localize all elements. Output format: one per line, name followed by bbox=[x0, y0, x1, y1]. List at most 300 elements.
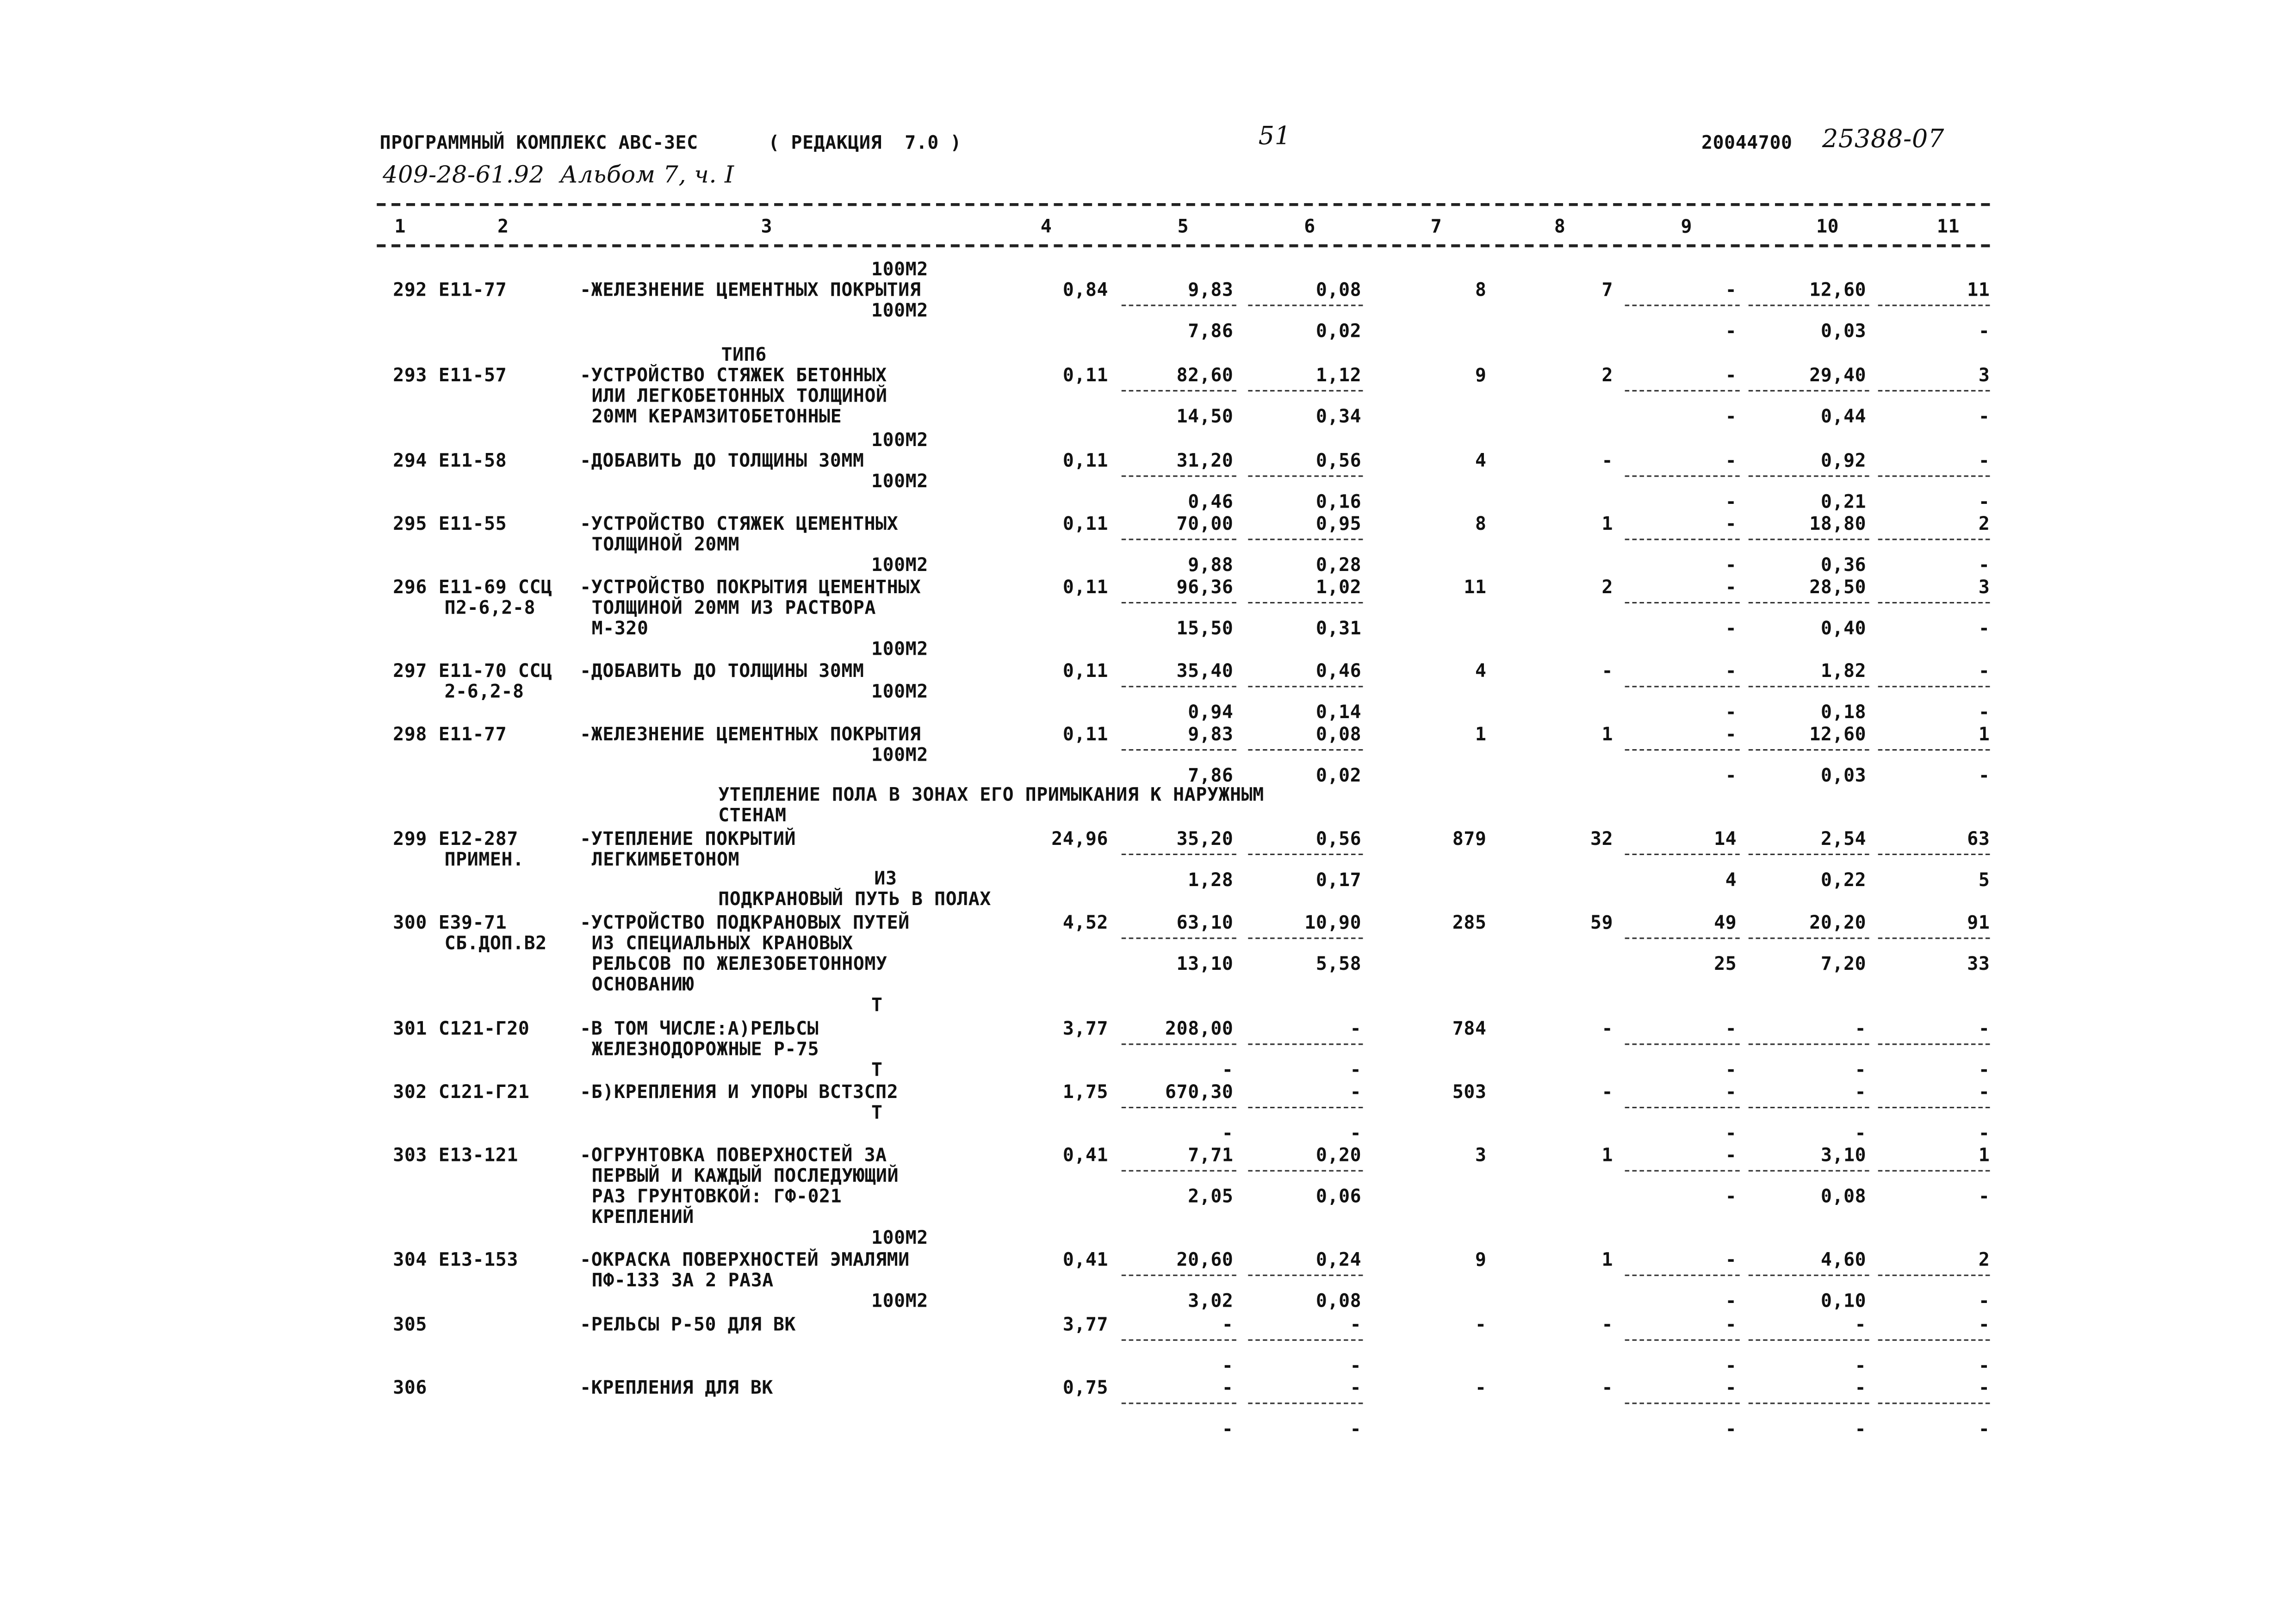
column-header-3: 3 bbox=[761, 215, 773, 237]
cell-unit-cost-sub: 7,86 bbox=[1188, 319, 1234, 341]
cell-wages: 1,12 bbox=[1316, 363, 1362, 386]
row-number: 301 bbox=[393, 1017, 428, 1039]
cell-wages-sub: 0,28 bbox=[1316, 553, 1362, 576]
sub-rule-9 bbox=[1625, 854, 1740, 855]
cell-labour: 12,60 bbox=[1809, 278, 1867, 300]
cell-wages-sub: - bbox=[1350, 1354, 1362, 1377]
cell-wages: 0,56 bbox=[1316, 449, 1362, 471]
row-description: ПЕРВЫЙ И КАЖДЫЙ ПОСЛЕДУЮЩИЙ bbox=[591, 1164, 899, 1186]
cell-total-cost: 784 bbox=[1452, 1017, 1487, 1039]
unit-label: 100М2 bbox=[871, 1226, 928, 1248]
sub-rule-5 bbox=[1122, 1107, 1236, 1108]
sub-rule-10 bbox=[1749, 1107, 1869, 1108]
cell-labour: 29,40 bbox=[1809, 363, 1867, 386]
cell-labour-sub: 0,40 bbox=[1820, 616, 1867, 639]
cell-labour-sub: 0,21 bbox=[1820, 490, 1867, 512]
row-description: 20ММ КЕРАМЗИТОБЕТОННЫЕ bbox=[591, 404, 842, 427]
sub-rule-6 bbox=[1248, 539, 1363, 540]
unit-label: 100М2 bbox=[871, 743, 928, 766]
cell-unit-cost: 670,30 bbox=[1165, 1080, 1234, 1103]
column-header-8: 8 bbox=[1554, 215, 1566, 237]
program-title: ПРОГРАММНЫЙ КОМПЛЕКС АВС-3ЕС bbox=[379, 131, 698, 153]
unit-label: 100М2 bbox=[871, 553, 928, 576]
header-rule-bottom bbox=[377, 244, 1990, 247]
cell-machines-sub: - bbox=[1725, 616, 1737, 639]
unit-label-above: ТИП6 bbox=[721, 343, 767, 365]
row-description: ИЗ СПЕЦИАЛЬНЫХ КРАНОВЫХ bbox=[591, 931, 853, 954]
sub-rule-5 bbox=[1122, 1340, 1236, 1341]
cell-wages: 0,95 bbox=[1316, 512, 1362, 534]
cell-labour-total: 11 bbox=[1967, 278, 1990, 300]
cell-unit-cost: 35,40 bbox=[1176, 659, 1234, 682]
unit-label: 100М2 bbox=[871, 469, 928, 492]
sub-rule-10 bbox=[1749, 1043, 1869, 1045]
cell-labour-total-sub: - bbox=[1978, 763, 1990, 786]
cell-wages: 0,08 bbox=[1316, 722, 1362, 745]
row-description: М-320 bbox=[591, 616, 649, 639]
cell-total-wages: 2 bbox=[1601, 575, 1613, 598]
row-code: Е11-77 bbox=[438, 278, 507, 300]
row-description: -РЕЛЬСЫ Р-50 ДЛЯ ВК bbox=[580, 1313, 796, 1335]
row-number: 299 bbox=[393, 827, 428, 850]
cell-unit-cost-sub: 9,88 bbox=[1188, 553, 1234, 576]
cell-total-wages: - bbox=[1601, 1080, 1613, 1103]
cell-labour-sub: 0,44 bbox=[1820, 404, 1867, 427]
cell-labour-total-sub: - bbox=[1978, 1185, 1990, 1207]
cell-labour-total-sub: - bbox=[1978, 701, 1990, 723]
sub-rule-10 bbox=[1749, 937, 1869, 939]
sub-rule-5 bbox=[1122, 1170, 1236, 1172]
cell-labour-sub: 0,18 bbox=[1820, 701, 1867, 723]
row-description: ПФ-133 ЗА 2 РАЗА bbox=[591, 1268, 774, 1291]
cell-unit-cost-sub: 2,05 bbox=[1188, 1185, 1234, 1207]
row-description: -ОГРУНТОВКА ПОВЕРХНОСТЕЙ ЗА bbox=[580, 1143, 887, 1166]
cell-machines: - bbox=[1725, 1248, 1737, 1271]
cell-unit-cost: 70,00 bbox=[1176, 512, 1234, 534]
sub-rule-11 bbox=[1878, 1107, 1990, 1108]
cell-unit-cost-sub: 3,02 bbox=[1188, 1289, 1234, 1312]
cell-labour-total-sub: - bbox=[1978, 490, 1990, 512]
row-description: -ЖЕЛЕЗНЕНИЕ ЦЕМЕНТНЫХ ПОКРЫТИЯ bbox=[580, 278, 921, 300]
row-description: -УСТРОЙСТВО СТЯЖЕК БЕТОННЫХ bbox=[580, 363, 887, 386]
cell-labour: 2,54 bbox=[1820, 827, 1867, 850]
row-code: Е11-55 bbox=[438, 512, 507, 534]
cell-quantity: 4,52 bbox=[1062, 911, 1109, 933]
row-number: 306 bbox=[393, 1376, 428, 1398]
cell-total-cost: 9 bbox=[1475, 363, 1487, 386]
cell-labour-sub: 0,36 bbox=[1820, 553, 1867, 576]
sub-rule-10 bbox=[1749, 602, 1869, 603]
cell-labour: 12,60 bbox=[1809, 722, 1867, 745]
sub-rule-6 bbox=[1248, 390, 1363, 391]
sub-rule-10 bbox=[1749, 749, 1869, 751]
cell-total-cost: - bbox=[1475, 1313, 1487, 1335]
row-number: 304 bbox=[393, 1248, 428, 1271]
cell-wages-sub: 0,34 bbox=[1316, 404, 1362, 427]
cell-quantity: 24,96 bbox=[1051, 827, 1109, 850]
cell-labour-sub: 0,03 bbox=[1820, 763, 1867, 786]
cell-quantity: 0,75 bbox=[1062, 1376, 1109, 1398]
row-number: 297 bbox=[393, 659, 428, 682]
cell-wages-sub: 0,16 bbox=[1316, 490, 1362, 512]
row-description: ТОЛЩИНОЙ 20ММ ИЗ РАСТВОРА bbox=[591, 596, 876, 618]
cell-machines: 14 bbox=[1714, 827, 1737, 850]
cell-wages-sub: 0,02 bbox=[1316, 319, 1362, 341]
cell-wages: - bbox=[1350, 1313, 1362, 1335]
row-number: 305 bbox=[393, 1313, 428, 1335]
sub-rule-10 bbox=[1749, 304, 1869, 306]
cell-total-wages: 1 bbox=[1601, 1248, 1613, 1271]
sub-rule-5 bbox=[1122, 749, 1236, 751]
column-header-2: 2 bbox=[497, 215, 509, 237]
cell-wages: - bbox=[1350, 1376, 1362, 1398]
edition-label: ( РЕДАКЦИЯ 7.0 ) bbox=[768, 131, 962, 153]
row-description: -УСТРОЙСТВО СТЯЖЕК ЦЕМЕНТНЫХ bbox=[580, 512, 899, 534]
cell-labour-total: - bbox=[1978, 1376, 1990, 1398]
row-description: -ОКРАСКА ПОВЕРХНОСТЕЙ ЭМАЛЯМИ bbox=[580, 1248, 910, 1271]
cell-unit-cost: 9,83 bbox=[1188, 278, 1234, 300]
cell-labour: 1,82 bbox=[1820, 659, 1867, 682]
sub-rule-9 bbox=[1625, 390, 1740, 391]
cell-machines: - bbox=[1725, 1313, 1737, 1335]
cell-unit-cost-sub: 15,50 bbox=[1176, 616, 1234, 639]
sub-rule-5 bbox=[1122, 686, 1236, 687]
cell-labour-total: - bbox=[1978, 1313, 1990, 1335]
row-description: -ЖЕЛЕЗНЕНИЕ ЦЕМЕНТНЫХ ПОКРЫТИЯ bbox=[580, 722, 921, 745]
cell-unit-cost-sub: - bbox=[1222, 1121, 1234, 1144]
cell-machines: - bbox=[1725, 278, 1737, 300]
cell-unit-cost: 82,60 bbox=[1176, 363, 1234, 386]
cell-quantity: 0,11 bbox=[1062, 363, 1109, 386]
cell-machines-sub: - bbox=[1725, 1121, 1737, 1144]
cell-labour-total: 1 bbox=[1978, 1143, 1990, 1166]
sub-rule-11 bbox=[1878, 854, 1990, 855]
sub-rule-6 bbox=[1248, 602, 1363, 603]
cell-machines-sub: - bbox=[1725, 553, 1737, 576]
cell-labour-total-sub: - bbox=[1978, 616, 1990, 639]
row-code: Е13-121 bbox=[438, 1143, 518, 1166]
row-description: КРЕПЛЕНИЙ bbox=[591, 1205, 694, 1228]
cell-machines-sub: - bbox=[1725, 404, 1737, 427]
column-header-7: 7 bbox=[1430, 215, 1442, 237]
sub-rule-5 bbox=[1122, 1402, 1236, 1404]
page-number: 51 bbox=[1258, 122, 1291, 152]
cell-labour-sub: 0,22 bbox=[1820, 868, 1867, 891]
sub-rule-11 bbox=[1878, 1402, 1990, 1404]
row-code: Е12-287 bbox=[438, 827, 518, 850]
cell-unit-cost-sub: - bbox=[1222, 1417, 1234, 1439]
sub-rule-5 bbox=[1122, 390, 1236, 391]
cell-machines: - bbox=[1725, 1080, 1737, 1103]
cell-unit-cost-sub: 0,94 bbox=[1188, 701, 1234, 723]
row-number: 298 bbox=[393, 722, 428, 745]
cell-labour: 0,92 bbox=[1820, 449, 1867, 471]
row-description: -Б)КРЕПЛЕНИЯ И УПОРЫ ВСТ3СП2 bbox=[580, 1080, 899, 1103]
sub-rule-10 bbox=[1749, 1402, 1869, 1404]
cell-quantity: 0,11 bbox=[1062, 512, 1109, 534]
cell-wages: 0,24 bbox=[1316, 1248, 1362, 1271]
cell-quantity: 1,75 bbox=[1062, 1080, 1109, 1103]
cell-unit-cost-sub: 7,86 bbox=[1188, 763, 1234, 786]
cell-quantity: 0,11 bbox=[1062, 659, 1109, 682]
cell-labour-sub: - bbox=[1855, 1354, 1867, 1377]
sub-rule-6 bbox=[1248, 1402, 1363, 1404]
row-code: Е11-70 ССЦ bbox=[438, 659, 552, 682]
sub-rule-11 bbox=[1878, 749, 1990, 751]
cell-machines-sub: - bbox=[1725, 1354, 1737, 1377]
cell-labour-total-sub: 5 bbox=[1978, 868, 1990, 891]
cell-total-cost: 4 bbox=[1475, 449, 1487, 471]
cell-wages-sub: 5,58 bbox=[1316, 952, 1362, 974]
row-code: Е11-57 bbox=[438, 363, 507, 386]
cell-quantity: 3,77 bbox=[1062, 1017, 1109, 1039]
cell-unit-cost: 7,71 bbox=[1188, 1143, 1234, 1166]
cell-quantity: 0,11 bbox=[1062, 575, 1109, 598]
cell-labour-total: 63 bbox=[1967, 827, 1990, 850]
row-number: 303 bbox=[393, 1143, 428, 1166]
row-number: 293 bbox=[393, 363, 428, 386]
cell-total-cost: 1 bbox=[1475, 722, 1487, 745]
sub-rule-6 bbox=[1248, 1107, 1363, 1108]
cell-wages: 0,56 bbox=[1316, 827, 1362, 850]
cell-machines: - bbox=[1725, 1017, 1737, 1039]
sub-rule-11 bbox=[1878, 475, 1990, 477]
column-header-4: 4 bbox=[1040, 215, 1052, 237]
cell-labour-sub: 7,20 bbox=[1820, 952, 1867, 974]
sub-rule-11 bbox=[1878, 1043, 1990, 1045]
column-header-5: 5 bbox=[1177, 215, 1189, 237]
cell-machines: - bbox=[1725, 1143, 1737, 1166]
column-header-11: 11 bbox=[1936, 215, 1960, 237]
cell-total-wages: - bbox=[1601, 1017, 1613, 1039]
album-reference: 409-28-61.92 Альбом 7, ч. I bbox=[383, 160, 734, 189]
cell-labour-sub: - bbox=[1855, 1058, 1867, 1080]
cell-wages-sub: - bbox=[1350, 1058, 1362, 1080]
row-description: ЖЕЛЕЗНОДОРОЖНЫЕ Р-75 bbox=[591, 1037, 819, 1060]
row-code: Е11-77 bbox=[438, 722, 507, 745]
cell-unit-cost: 31,20 bbox=[1176, 449, 1234, 471]
cell-labour-total: - bbox=[1978, 659, 1990, 682]
cell-quantity: 0,11 bbox=[1062, 449, 1109, 471]
sub-rule-11 bbox=[1878, 1340, 1990, 1341]
sub-rule-6 bbox=[1248, 937, 1363, 939]
cell-quantity: 0,11 bbox=[1062, 722, 1109, 745]
sub-rule-6 bbox=[1248, 1043, 1363, 1045]
cell-total-wages: - bbox=[1601, 1313, 1613, 1335]
cell-labour-total: 2 bbox=[1978, 512, 1990, 534]
cell-wages-sub: 0,06 bbox=[1316, 1185, 1362, 1207]
unit-label: 100М2 bbox=[871, 1289, 928, 1312]
cell-total-wages: 1 bbox=[1601, 1143, 1613, 1166]
sub-rule-6 bbox=[1248, 475, 1363, 477]
cell-wages: 0,08 bbox=[1316, 278, 1362, 300]
sub-rule-11 bbox=[1878, 304, 1990, 306]
row-description: РАЗ ГРУНТОВКОЙ: ГФ-021 bbox=[591, 1185, 842, 1207]
sub-rule-6 bbox=[1248, 1340, 1363, 1341]
sub-rule-9 bbox=[1625, 1275, 1740, 1276]
row-description: -УТЕПЛЕНИЕ ПОКРЫТИЙ bbox=[580, 827, 796, 850]
cell-machines-sub: - bbox=[1725, 701, 1737, 723]
sub-rule-5 bbox=[1122, 854, 1236, 855]
row-number: 294 bbox=[393, 449, 428, 471]
cell-machines: 49 bbox=[1714, 911, 1737, 933]
sub-rule-10 bbox=[1749, 1340, 1869, 1341]
sub-rule-10 bbox=[1749, 390, 1869, 391]
sub-rule-9 bbox=[1625, 602, 1740, 603]
unit-label-above: 100М2 bbox=[871, 257, 928, 280]
cell-wages-sub: - bbox=[1350, 1121, 1362, 1144]
cell-labour-sub: 0,10 bbox=[1820, 1289, 1867, 1312]
sub-rule-5 bbox=[1122, 475, 1236, 477]
row-description: ТОЛЩИНОЙ 20ММ bbox=[591, 533, 740, 555]
cell-wages-sub: - bbox=[1350, 1417, 1362, 1439]
cell-machines-sub: 4 bbox=[1725, 868, 1737, 891]
row-code: Е11-58 bbox=[438, 449, 507, 471]
sub-rule-5 bbox=[1122, 937, 1236, 939]
cell-wages: 1,02 bbox=[1316, 575, 1362, 598]
cell-labour: 20,20 bbox=[1809, 911, 1867, 933]
cell-quantity: 0,41 bbox=[1062, 1143, 1109, 1166]
cell-unit-cost: 35,20 bbox=[1176, 827, 1234, 850]
cell-unit-cost-sub: 0,46 bbox=[1188, 490, 1234, 512]
cell-wages-sub: 0,02 bbox=[1316, 763, 1362, 786]
cell-labour-total-sub: - bbox=[1978, 1417, 1990, 1439]
cell-labour-total-sub: - bbox=[1978, 404, 1990, 427]
row-number: 292 bbox=[393, 278, 428, 300]
sub-rule-6 bbox=[1248, 749, 1363, 751]
sub-rule-10 bbox=[1749, 686, 1869, 687]
cell-unit-cost: 9,83 bbox=[1188, 722, 1234, 745]
sub-rule-9 bbox=[1625, 1340, 1740, 1341]
unit-label: Т bbox=[871, 1101, 883, 1123]
sub-rule-11 bbox=[1878, 1170, 1990, 1172]
sub-rule-6 bbox=[1248, 304, 1363, 306]
cell-wages: 0,20 bbox=[1316, 1143, 1362, 1166]
sub-rule-5 bbox=[1122, 1043, 1236, 1045]
sub-rule-9 bbox=[1625, 475, 1740, 477]
cell-wages: 0,46 bbox=[1316, 659, 1362, 682]
cell-total-cost: 9 bbox=[1475, 1248, 1487, 1271]
sub-rule-10 bbox=[1749, 854, 1869, 855]
cell-labour-total-sub: - bbox=[1978, 1289, 1990, 1312]
sub-rule-9 bbox=[1625, 937, 1740, 939]
sub-rule-10 bbox=[1749, 1275, 1869, 1276]
sub-rule-10 bbox=[1749, 475, 1869, 477]
row-code: П2-6,2-8 bbox=[444, 596, 536, 618]
row-description: -КРЕПЛЕНИЯ ДЛЯ ВК bbox=[580, 1376, 774, 1398]
cell-wages: - bbox=[1350, 1080, 1362, 1103]
cell-machines-sub: - bbox=[1725, 1058, 1737, 1080]
cell-machines: - bbox=[1725, 449, 1737, 471]
cell-labour-total-sub: - bbox=[1978, 1121, 1990, 1144]
cell-labour-sub: 0,03 bbox=[1820, 319, 1867, 341]
cell-unit-cost-sub: 13,10 bbox=[1176, 952, 1234, 974]
cell-machines-sub: - bbox=[1725, 1185, 1737, 1207]
cell-labour: 28,50 bbox=[1809, 575, 1867, 598]
unit-label: Т bbox=[871, 993, 883, 1016]
cell-total-cost: 503 bbox=[1452, 1080, 1487, 1103]
cell-labour-total: - bbox=[1978, 1080, 1990, 1103]
sub-rule-11 bbox=[1878, 686, 1990, 687]
cell-labour-total: 91 bbox=[1967, 911, 1990, 933]
cell-machines: - bbox=[1725, 575, 1737, 598]
cell-labour-total: 2 bbox=[1978, 1248, 1990, 1271]
row-code: 2-6,2-8 bbox=[444, 680, 524, 702]
cell-unit-cost: 20,60 bbox=[1176, 1248, 1234, 1271]
sub-rule-5 bbox=[1122, 1275, 1236, 1276]
cell-unit-cost-sub: - bbox=[1222, 1058, 1234, 1080]
cell-machines: - bbox=[1725, 722, 1737, 745]
cell-total-wages: 7 bbox=[1601, 278, 1613, 300]
cell-machines-sub: - bbox=[1725, 763, 1737, 786]
row-code: Е11-69 ССЦ bbox=[438, 575, 552, 598]
cell-unit-cost: 208,00 bbox=[1165, 1017, 1234, 1039]
cell-total-wages: 1 bbox=[1601, 512, 1613, 534]
cell-labour-sub: 0,08 bbox=[1820, 1185, 1867, 1207]
cell-labour-total: - bbox=[1978, 449, 1990, 471]
sub-rule-9 bbox=[1625, 686, 1740, 687]
section-heading: ПОДКРАНОВЫЙ ПУТЬ В ПОЛАХ bbox=[718, 887, 992, 910]
cell-unit-cost: 63,10 bbox=[1176, 911, 1234, 933]
cell-unit-cost: 96,36 bbox=[1176, 575, 1234, 598]
row-code: ПРИМЕН. bbox=[444, 848, 524, 870]
row-code: С121-Г20 bbox=[438, 1017, 530, 1039]
cell-machines-sub: 25 bbox=[1714, 952, 1737, 974]
handwritten-stamp: 25388-07 bbox=[1822, 125, 1945, 155]
cell-labour-sub: - bbox=[1855, 1121, 1867, 1144]
column-header-10: 10 bbox=[1816, 215, 1839, 237]
unit-label: 100М2 bbox=[871, 637, 928, 659]
cell-labour-total-sub: - bbox=[1978, 1354, 1990, 1377]
cell-wages: 10,90 bbox=[1304, 911, 1362, 933]
section-heading: УТЕПЛЕНИЕ ПОЛА В ЗОНАХ ЕГО ПРИМЫКАНИЯ К НАРУЖНЫМ bbox=[718, 783, 1264, 805]
cell-total-wages: - bbox=[1601, 1376, 1613, 1398]
column-header-9: 9 bbox=[1681, 215, 1693, 237]
row-description: РЕЛЬСОВ ПО ЖЕЛЕЗОБЕТОННОМУ bbox=[591, 952, 887, 974]
cell-labour: - bbox=[1855, 1080, 1867, 1103]
unit-label-above: 100М2 bbox=[871, 428, 928, 451]
unit-label: 100М2 bbox=[871, 680, 928, 702]
cell-unit-cost-sub: 1,28 bbox=[1188, 868, 1234, 891]
cell-labour-total: 1 bbox=[1978, 722, 1990, 745]
cell-wages-sub: 0,08 bbox=[1316, 1289, 1362, 1312]
cell-total-wages: 1 bbox=[1601, 722, 1613, 745]
sub-rule-11 bbox=[1878, 390, 1990, 391]
cell-labour-total-sub: 33 bbox=[1967, 952, 1990, 974]
sub-rule-9 bbox=[1625, 1170, 1740, 1172]
row-number: 300 bbox=[393, 911, 428, 933]
row-description: ОСНОВАНИЮ bbox=[591, 973, 694, 995]
cell-machines: - bbox=[1725, 512, 1737, 534]
cell-total-wages: - bbox=[1601, 659, 1613, 682]
sub-rule-5 bbox=[1122, 539, 1236, 540]
cell-labour-total-sub: - bbox=[1978, 1058, 1990, 1080]
cell-machines-sub: - bbox=[1725, 319, 1737, 341]
cell-total-wages: 32 bbox=[1590, 827, 1613, 850]
cell-unit-cost-sub: - bbox=[1222, 1354, 1234, 1377]
cell-labour-sub: - bbox=[1855, 1417, 1867, 1439]
row-code: Е13-153 bbox=[438, 1248, 518, 1271]
sub-rule-9 bbox=[1625, 1107, 1740, 1108]
unit-label: 100М2 bbox=[871, 298, 928, 321]
cell-wages: - bbox=[1350, 1017, 1362, 1039]
sub-rule-11 bbox=[1878, 937, 1990, 939]
row-description: -ДОБАВИТЬ ДО ТОЛЩИНЫ 30ММ bbox=[580, 659, 864, 682]
cell-unit-cost: - bbox=[1222, 1313, 1234, 1335]
cell-labour-total: 3 bbox=[1978, 363, 1990, 386]
row-code: Е39-71 bbox=[438, 911, 507, 933]
sub-rule-6 bbox=[1248, 1275, 1363, 1276]
